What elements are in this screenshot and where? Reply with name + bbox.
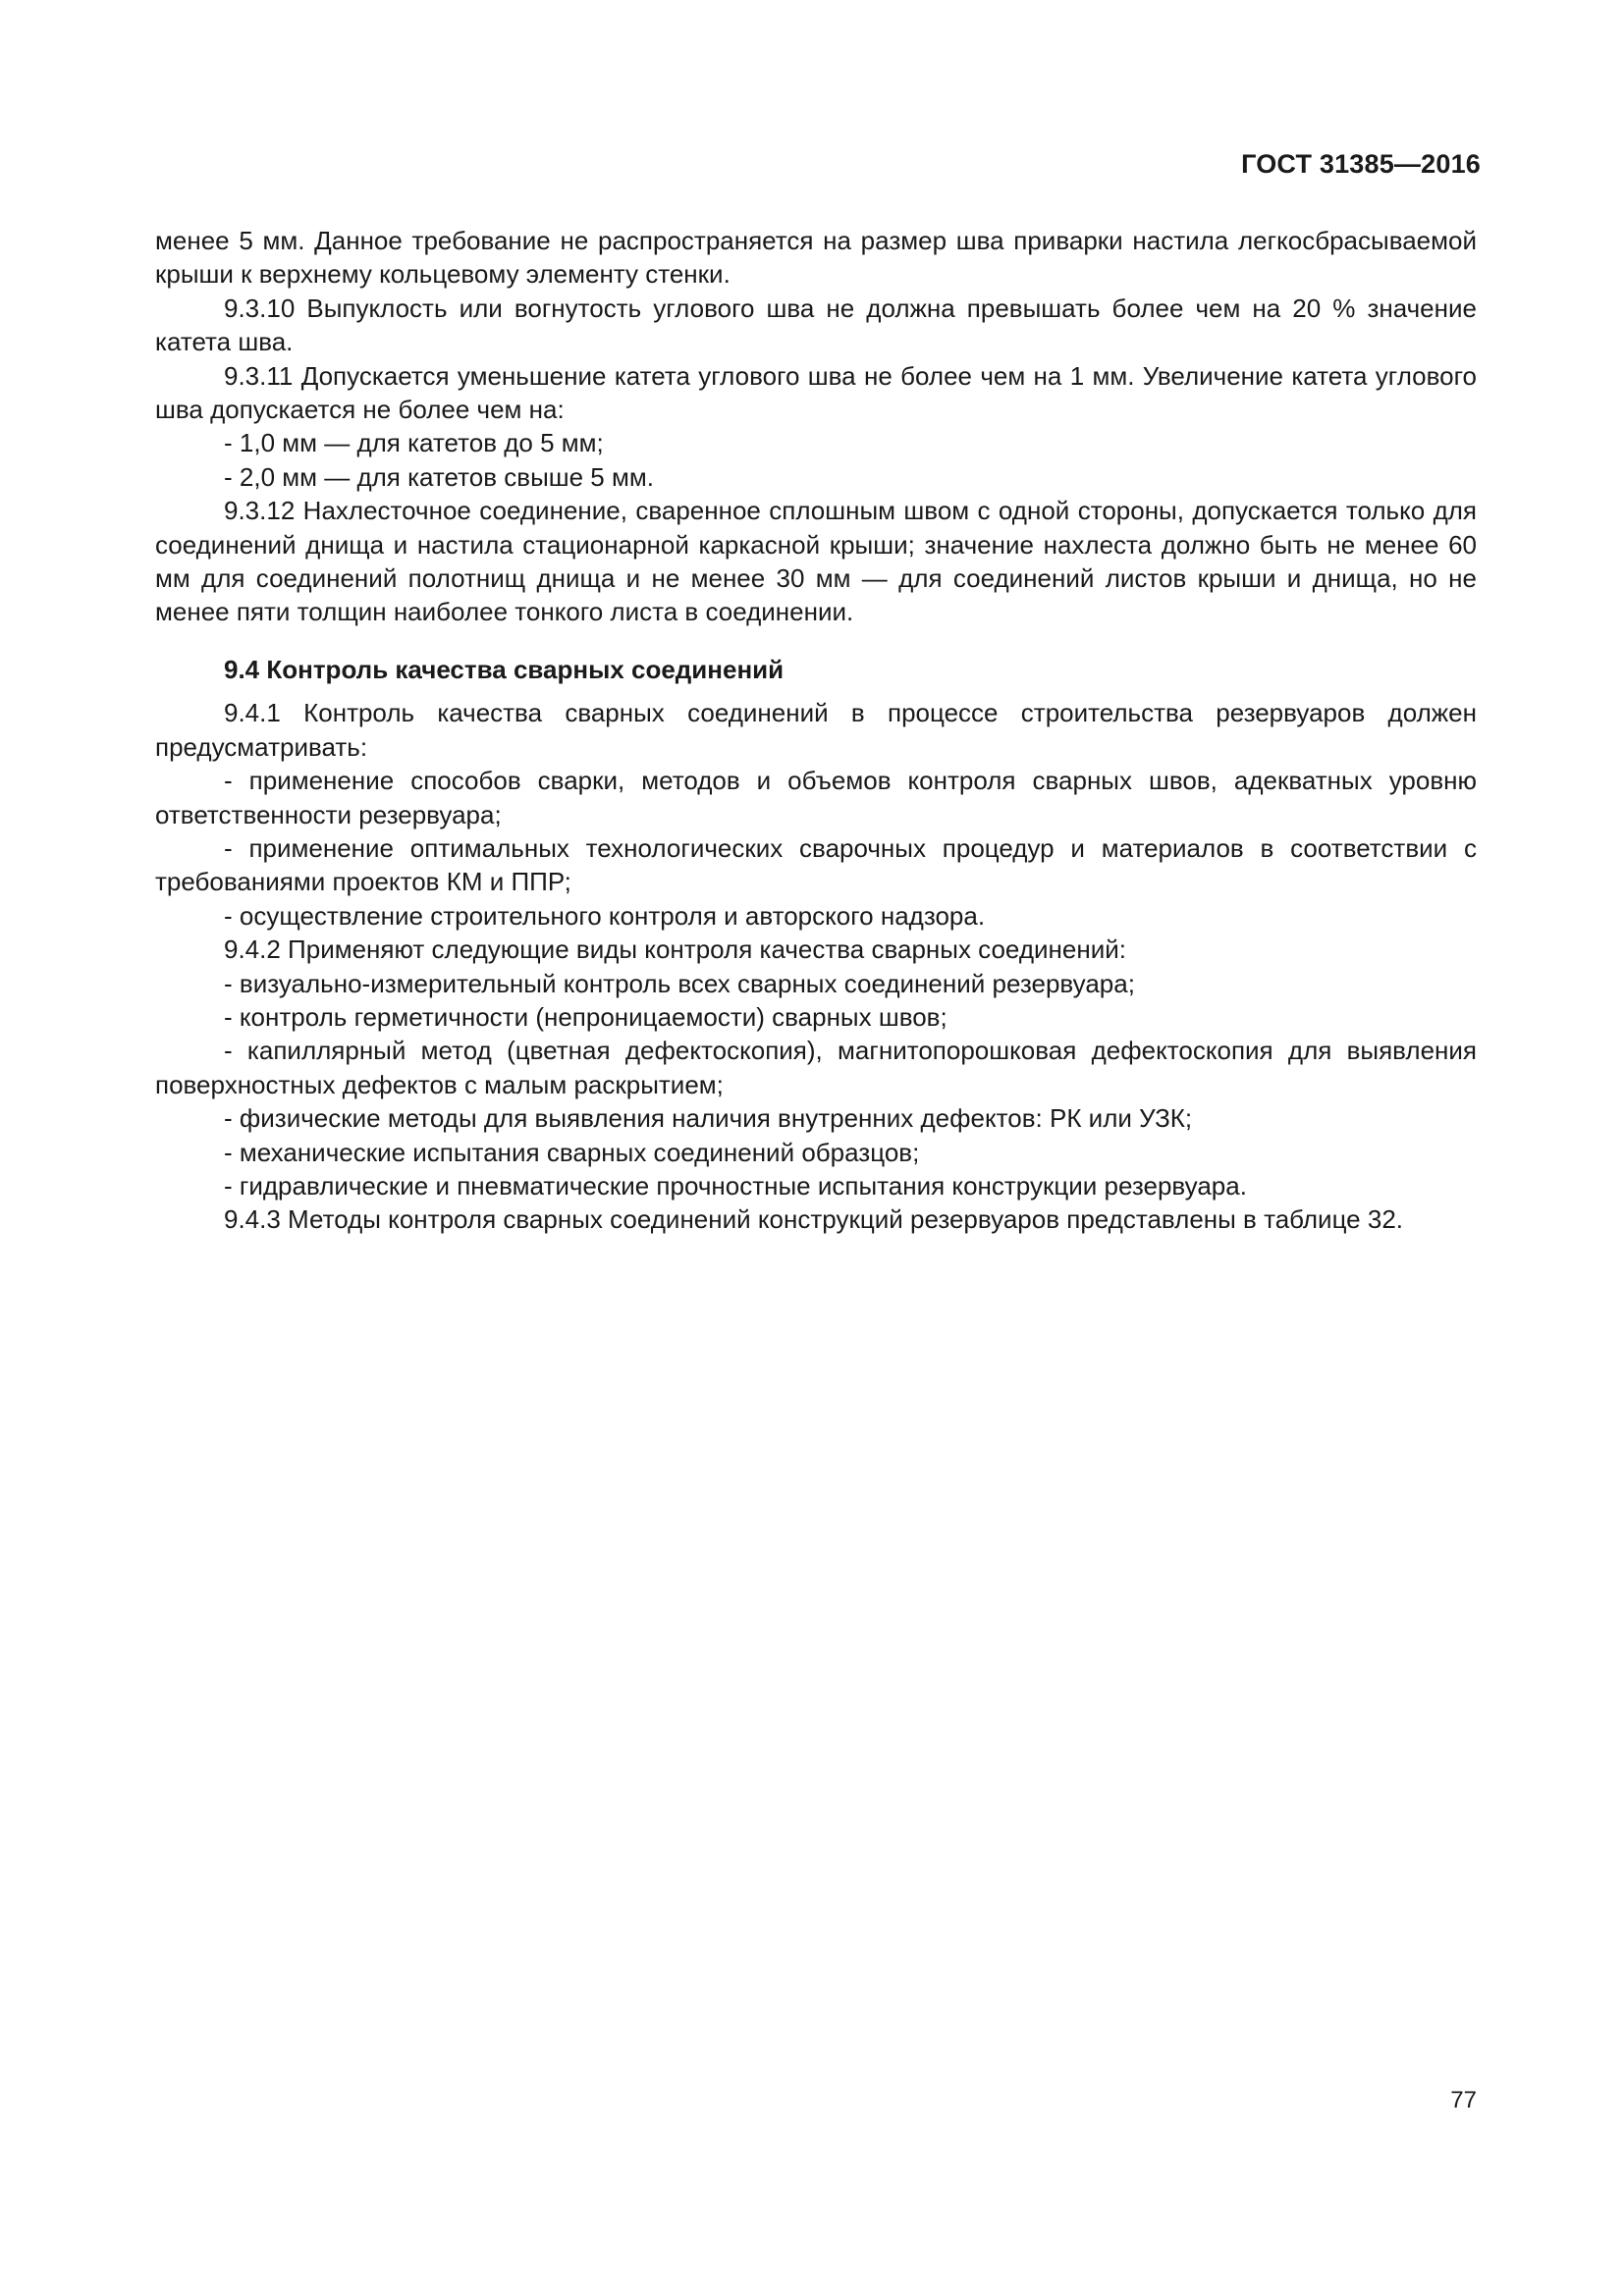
list-item: - капиллярный метод (цветная дефектоскопия), магнитопорошковая дефектоскопия для выявления поверхностных дефектов с малым раскрытием; — [155, 1036, 1477, 1099]
list-item: - контроль герметичности (непроницаемости) сварных швов; — [224, 1001, 947, 1032]
list-item: - 1,0 мм — для катетов до 5 мм; — [224, 428, 604, 458]
list-item: - применение оптимальных технологических сварочных процедур и материалов в соответствии с требованиями проектов КМ и ППР; — [155, 832, 1477, 897]
paragraph-9-4-3: 9.4.3 Методы контроля сварных соединений конструкций резервуаров представлены в таблице 32. — [224, 1204, 1404, 1235]
list-item: - 2,0 мм — для катетов свыше 5 мм. — [224, 461, 654, 492]
list-item: - гидравлические и пневматические прочностные испытания конструкции резервуара. — [224, 1170, 1247, 1201]
paragraph-9-4-2: 9.4.2 Применяют следующие виды контроля качества сварных соединений: — [224, 934, 1126, 965]
list-item: - физические методы для выявления наличия внутренних дефектов: РК или УЗК; — [224, 1103, 1193, 1134]
paragraph-continuation: менее 5 мм. Данное требование не распространяется на размер шва приварки настила легкосбрасываемой крыши к верхнему кольцевому элементу стенки. — [155, 226, 1477, 290]
section-heading: 9.4 Контроль качества сварных соединений — [224, 654, 785, 684]
document-body — [155, 224, 1477, 1237]
paragraph-9-3-10: 9.3.10 Выпуклость или вогнутость углового шва не должна превышать более чем на 20 % значение катета шва. — [155, 293, 1477, 357]
page-number: 77 — [1450, 2087, 1477, 2113]
list-item: - осуществление строительного контроля и авторского надзора. — [224, 900, 986, 931]
list-item: - применение способов сварки, методов и объемов контроля сварных швов, адекватных уровню ответственности резервуара; — [155, 766, 1477, 829]
document-code: ГОСТ 31385—2016 — [1241, 149, 1481, 179]
paragraph-9-3-12: 9.3.12 Нахлесточное соединение, сваренное сплошным швом с одной стороны, допускается только для соединений днища и настила стационарной каркасной крыши; значение нахлеста должно быть не менее 60 мм для соединений полотнищ днища и не менее 30 мм — для соединений листов крыши и днища, но не менее пяти толщин наиболее тонкого листа в соединении. — [155, 496, 1477, 627]
paragraph-9-4-1: 9.4.1 Контроль качества сварных соединений в процессе строительства резервуаров должен предусматривать: — [155, 698, 1477, 762]
list-item: - механические испытания сварных соединений образцов; — [224, 1137, 920, 1167]
list-item: - визуально-измерительный контроль всех сварных соединений резервуара; — [224, 968, 1135, 998]
paragraph-9-3-11: 9.3.11 Допускается уменьшение катета углового шва не более чем на 1 мм. Увеличение катета углового шва допускается не более чем на: — [155, 360, 1477, 425]
